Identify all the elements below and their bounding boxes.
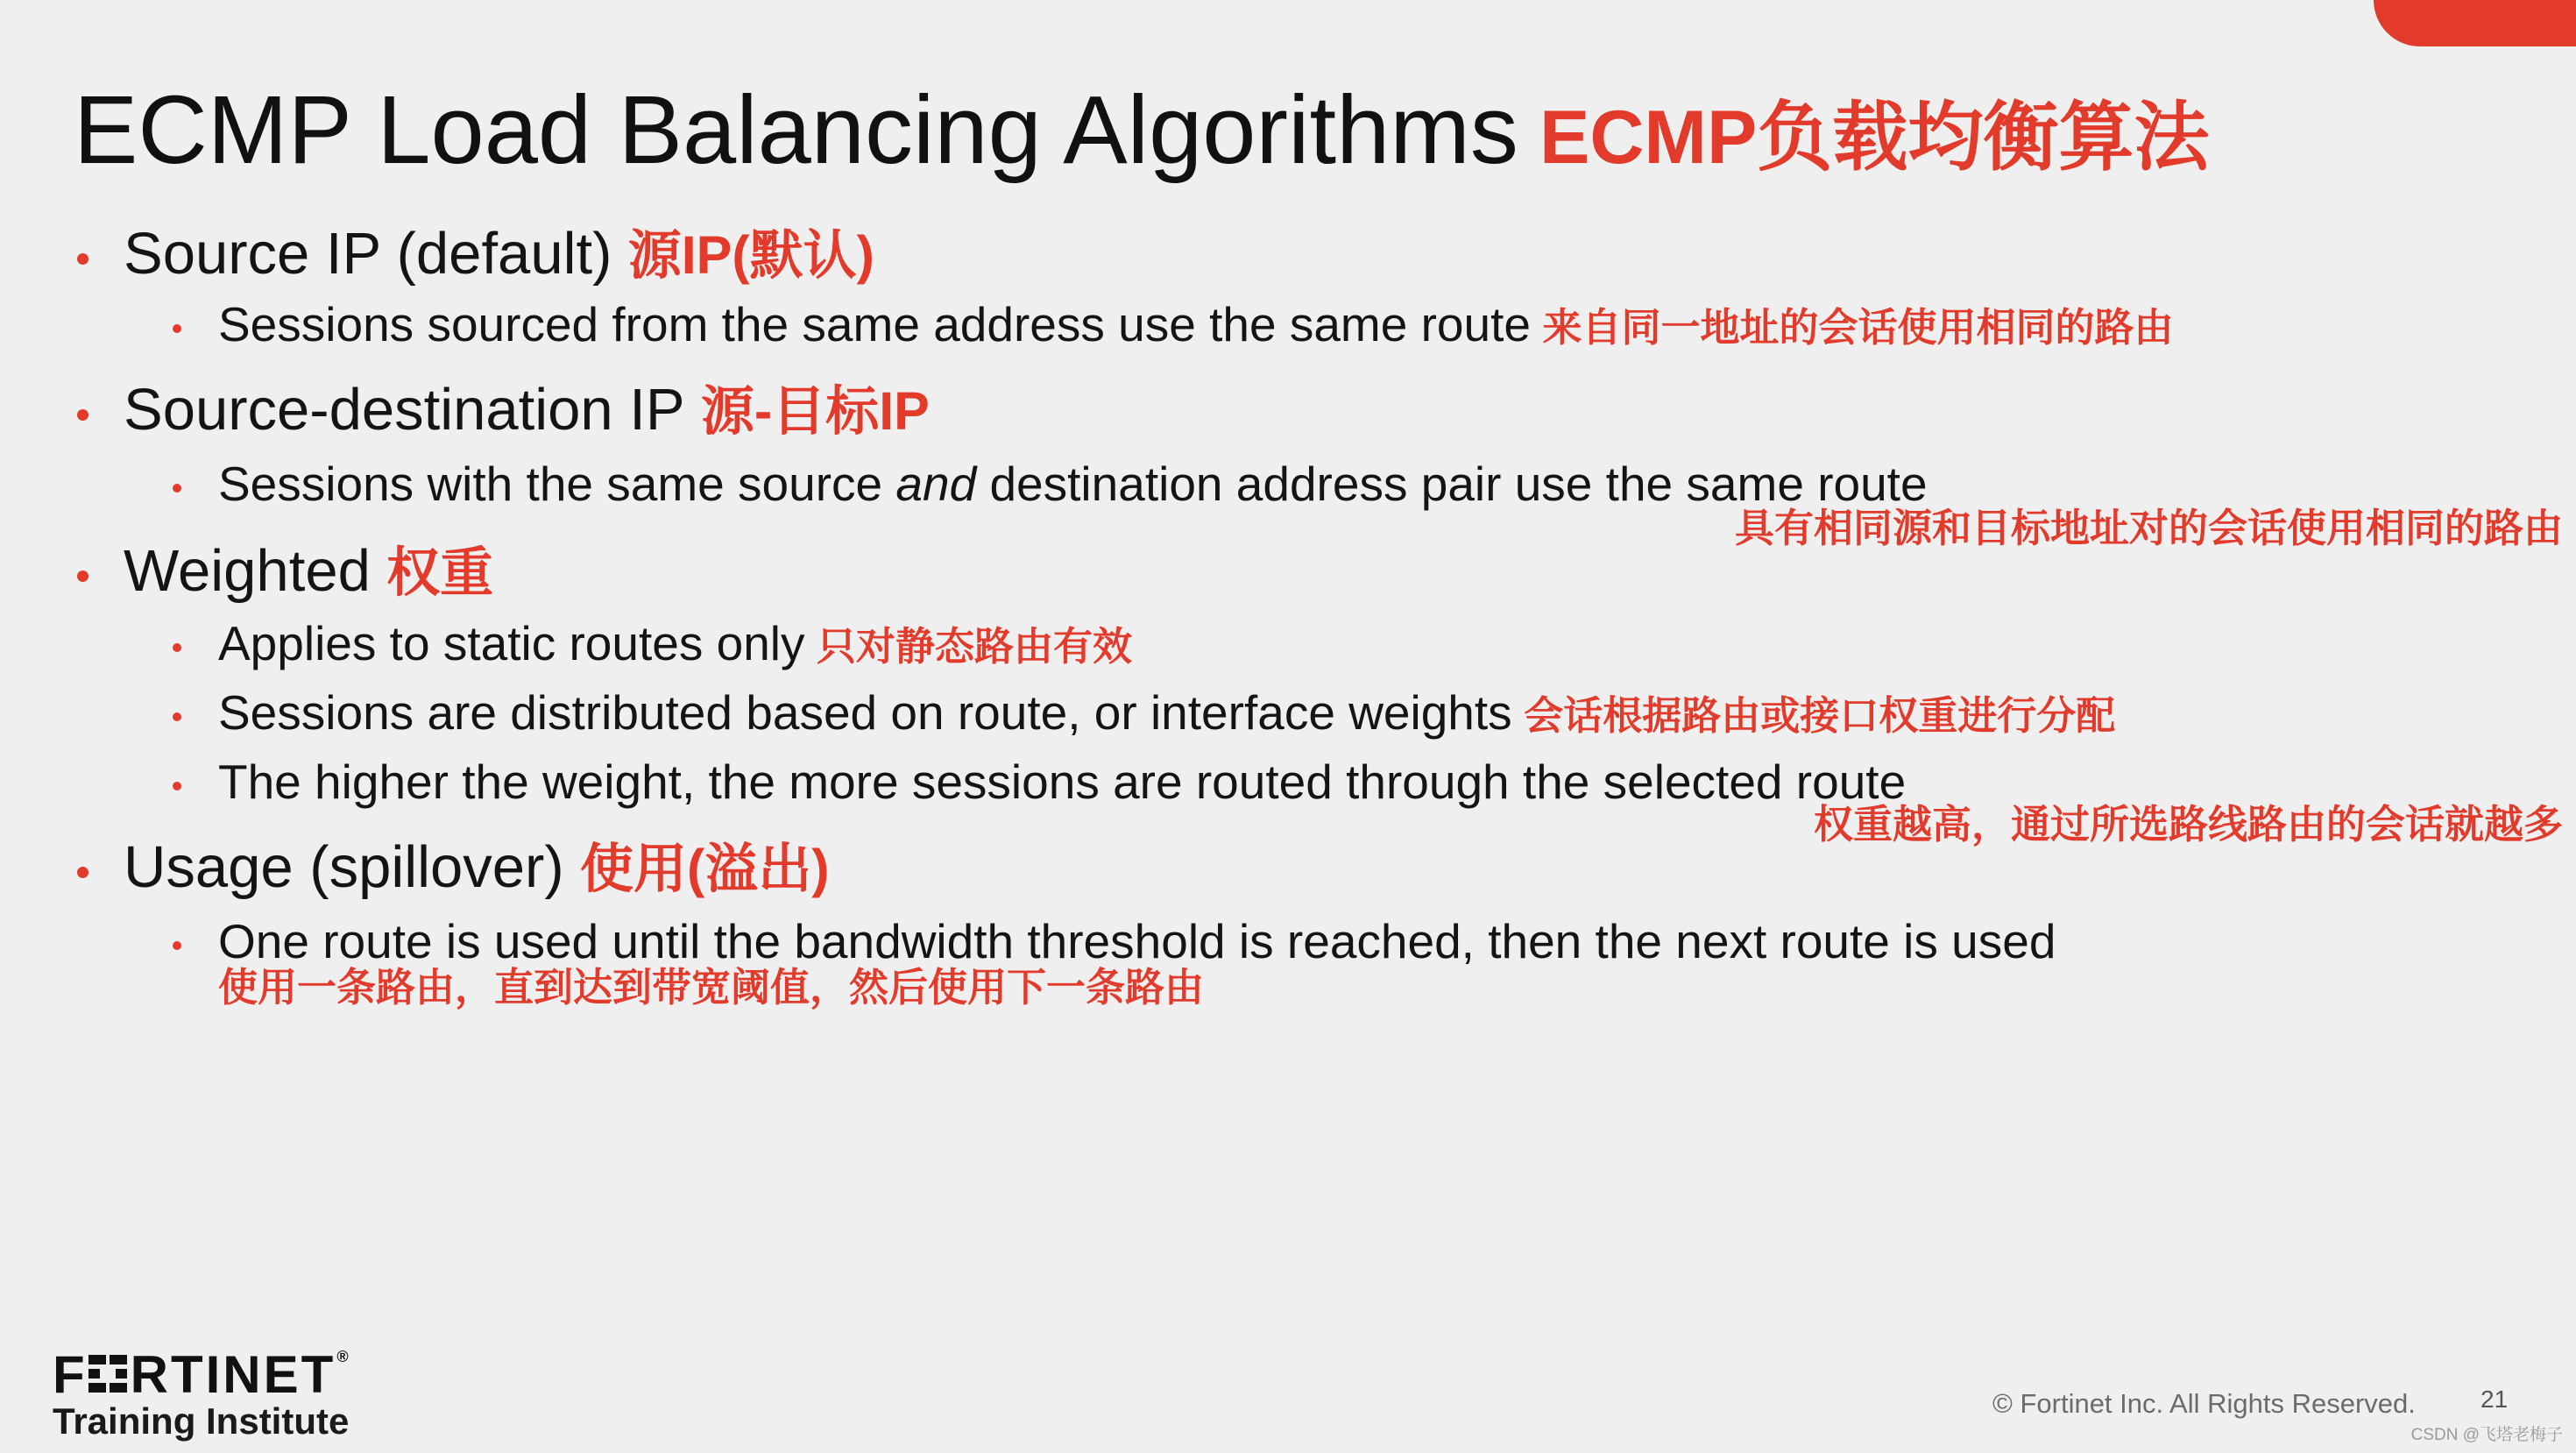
- sub-bullet-item: [218, 616, 1133, 670]
- sub-bullet-text-end: destination address pair use the same route: [976, 457, 1928, 511]
- bullet-item-usage-spillover: [124, 834, 830, 900]
- red-corner-tab: [2374, 0, 2576, 46]
- bullet-translation: 源-目标IP: [700, 381, 930, 441]
- sub-bullet-text: The higher the weight, the more sessions are routed through the selected route: [218, 755, 1907, 809]
- bullet-item-source-ip: [124, 221, 874, 287]
- bullet-item-source-destination-ip: [124, 377, 930, 443]
- logo-wordmark-start: F: [53, 1345, 88, 1404]
- sub-bullet-translation: 具有相同源和目标地址对的会话使用相同的路由: [1734, 506, 2563, 550]
- logo-wordmark-end: RTINET: [130, 1345, 336, 1404]
- bullet-icon: [173, 941, 181, 950]
- title-translation: ECMP负载均衡算法: [1539, 96, 2210, 180]
- bullet-icon: [173, 484, 181, 493]
- bullet-icon: [77, 867, 88, 878]
- bullet-icon: [77, 253, 88, 265]
- watermark: CSDN @飞塔老梅子: [2410, 1426, 2563, 1444]
- bullet-translation: 使用(溢出): [579, 839, 830, 898]
- sub-bullet-text: Applies to static routes only: [218, 616, 805, 670]
- bullet-icon: [77, 571, 88, 582]
- fortinet-logo: [53, 1345, 349, 1404]
- bullet-icon: [77, 409, 88, 421]
- bullet-icon: [173, 782, 181, 790]
- copyright-notice: © Fortinet Inc. All Rights Reserved.: [1992, 1388, 2416, 1419]
- bullet-text: Usage (spillover): [124, 834, 564, 900]
- bullet-translation: 源IP(默认): [627, 225, 874, 285]
- bullet-icon: [173, 643, 181, 652]
- bullet-text: Weighted: [124, 538, 371, 604]
- bullet-text: Source IP (default): [124, 221, 612, 287]
- grid-block-icon: [88, 1355, 127, 1393]
- bullet-text: Source-destination IP: [124, 377, 685, 443]
- bullet-icon: [173, 324, 181, 333]
- registered-mark: ®: [336, 1348, 349, 1365]
- sub-bullet-text: One route is used until the bandwidth threshold is reached, then the next route is used: [218, 914, 2056, 968]
- sub-bullet-emphasis: and: [895, 457, 977, 511]
- sub-bullet-translation: 来自同一地址的会话使用相同的路由: [1542, 305, 2174, 350]
- slide-title: [74, 76, 2210, 184]
- sub-bullet-item: [218, 755, 1907, 809]
- sub-bullet-text: Sessions sourced from the same address use the same route: [218, 297, 1531, 351]
- bullet-translation: 权重: [386, 542, 494, 602]
- bullet-icon: [173, 712, 181, 721]
- sub-bullet-item: [218, 457, 1928, 511]
- sub-bullet-item: [218, 297, 2174, 351]
- sub-bullet-translation: 权重越高，通过所选路线路由的会话就越多: [1813, 802, 2563, 847]
- sub-bullet-item: [218, 914, 2056, 968]
- page-number: 21: [2480, 1386, 2509, 1413]
- sub-bullet-translation: 只对静态路由有效: [817, 624, 1133, 669]
- title-text: ECMP Load Balancing Algorithms: [74, 76, 1518, 184]
- sub-bullet-text: Sessions are distributed based on route, or interface weights: [218, 685, 1512, 740]
- sub-bullet-text-start: Sessions with the same source: [218, 457, 896, 511]
- bullet-item-weighted: [124, 538, 494, 604]
- logo-tagline: Training Institute: [53, 1400, 350, 1442]
- sub-bullet-translation: 使用一条路由，直到达到带宽阈值，然后使用下一条路由: [218, 965, 1205, 1010]
- sub-bullet-item: [218, 685, 2116, 740]
- sub-bullet-translation: 会话根据路由或接口权重进行分配: [1524, 693, 2116, 738]
